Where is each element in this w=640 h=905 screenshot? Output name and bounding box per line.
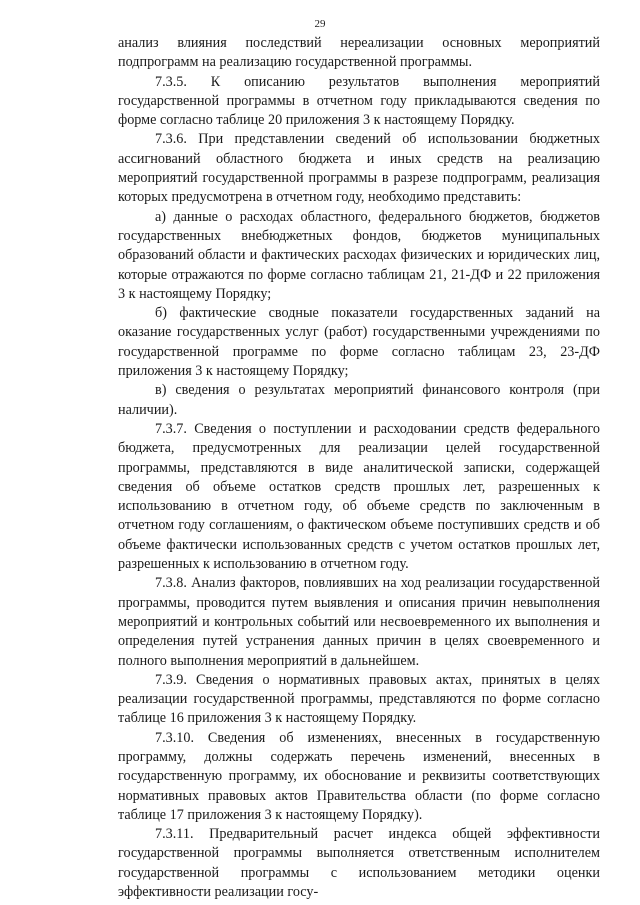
- paragraph: в) сведения о результатах мероприятий финансового контроля (при наличии).: [118, 382, 600, 418]
- paragraph: 7.3.5. К описанию результатов выполнения мероприятий государственной программы в отчетном году прикладываются сведения по форме согласно таблице 20 приложения 3 к настоящему Порядку.: [118, 73, 600, 129]
- paragraph: 7.3.6. При представлении сведений об использовании бюджетных ассигнований областного бюджета и иных средств на реализацию мероприятий государственной программы в разрезе подпрограмм, реализация которых предусмотрена в отчетном году, необходимо представить:: [118, 131, 600, 206]
- paragraph: 7.3.8. Анализ факторов, повлиявших на ход реализации государственной программы, проводится путем выявления и описания причин невыполнения мероприятий и контрольных событий или несвоевременного их выполнения и определения путей устранения данных причин в целях своевременного и полного выполнения мероприятий в дальнейшем.: [118, 575, 600, 669]
- paragraph: 7.3.11. Предварительный расчет индекса общей эффективности государственной программы выполняется ответственным исполнителем государственной программы с использованием методики оценки эффективности реализации госу-: [118, 826, 600, 901]
- page-number: 29: [314, 18, 326, 30]
- body-text: [118, 34, 600, 902]
- paragraph: 7.3.7. Сведения о поступлении и расходовании средств федерального бюджета, предусмотренных для реализации целей государственной программы, представляются в виде аналитической записки, содержащей сведения об объеме остатков средств прошлых лет, разрешенных к использованию в отчетном году, об объеме средств по заключенным в отчетном году соглашениям, о фактическом объеме поступивших средств и об объеме фактически использованных средств с учетом остатков прошлых лет, разрешенных к использованию в отчетном году.: [118, 420, 600, 573]
- paragraph: 7.3.10. Сведения об изменениях, внесенных в государственную программу, должны содержать перечень изменений, внесенных в государственную программу, их обоснование и реквизиты соответствующих нормативных правовых актов Правительства области (по форме согласно таблице 17 приложения 3 к настоящему Порядку).: [118, 729, 600, 823]
- paragraph: 7.3.9. Сведения о нормативных правовых актах, принятых в целях реализации государственной программы, представляются по форме согласно таблице 16 приложения 3 к настоящему Порядку.: [118, 671, 600, 727]
- paragraph: анализ влияния последствий нереализации основных мероприятий подпрограмм на реализацию государственной программы.: [118, 35, 600, 71]
- paragraph: б) фактические сводные показатели государственных заданий на оказание государственных услуг (работ) государственными учреждениями по государственной программе по форме согласно таблицам 23, 23-ДФ приложения 3 к настоящему Порядку;: [118, 305, 600, 380]
- paragraph: а) данные о расходах областного, федерального бюджетов, бюджетов государственных внебюджетных фондов, бюджетов муниципальных образований области и фактических расходах физических и юридических лиц, которые отражаются по форме согласно таблицам 21, 21-ДФ и 22 приложения 3 к настоящему Порядку;: [118, 208, 600, 302]
